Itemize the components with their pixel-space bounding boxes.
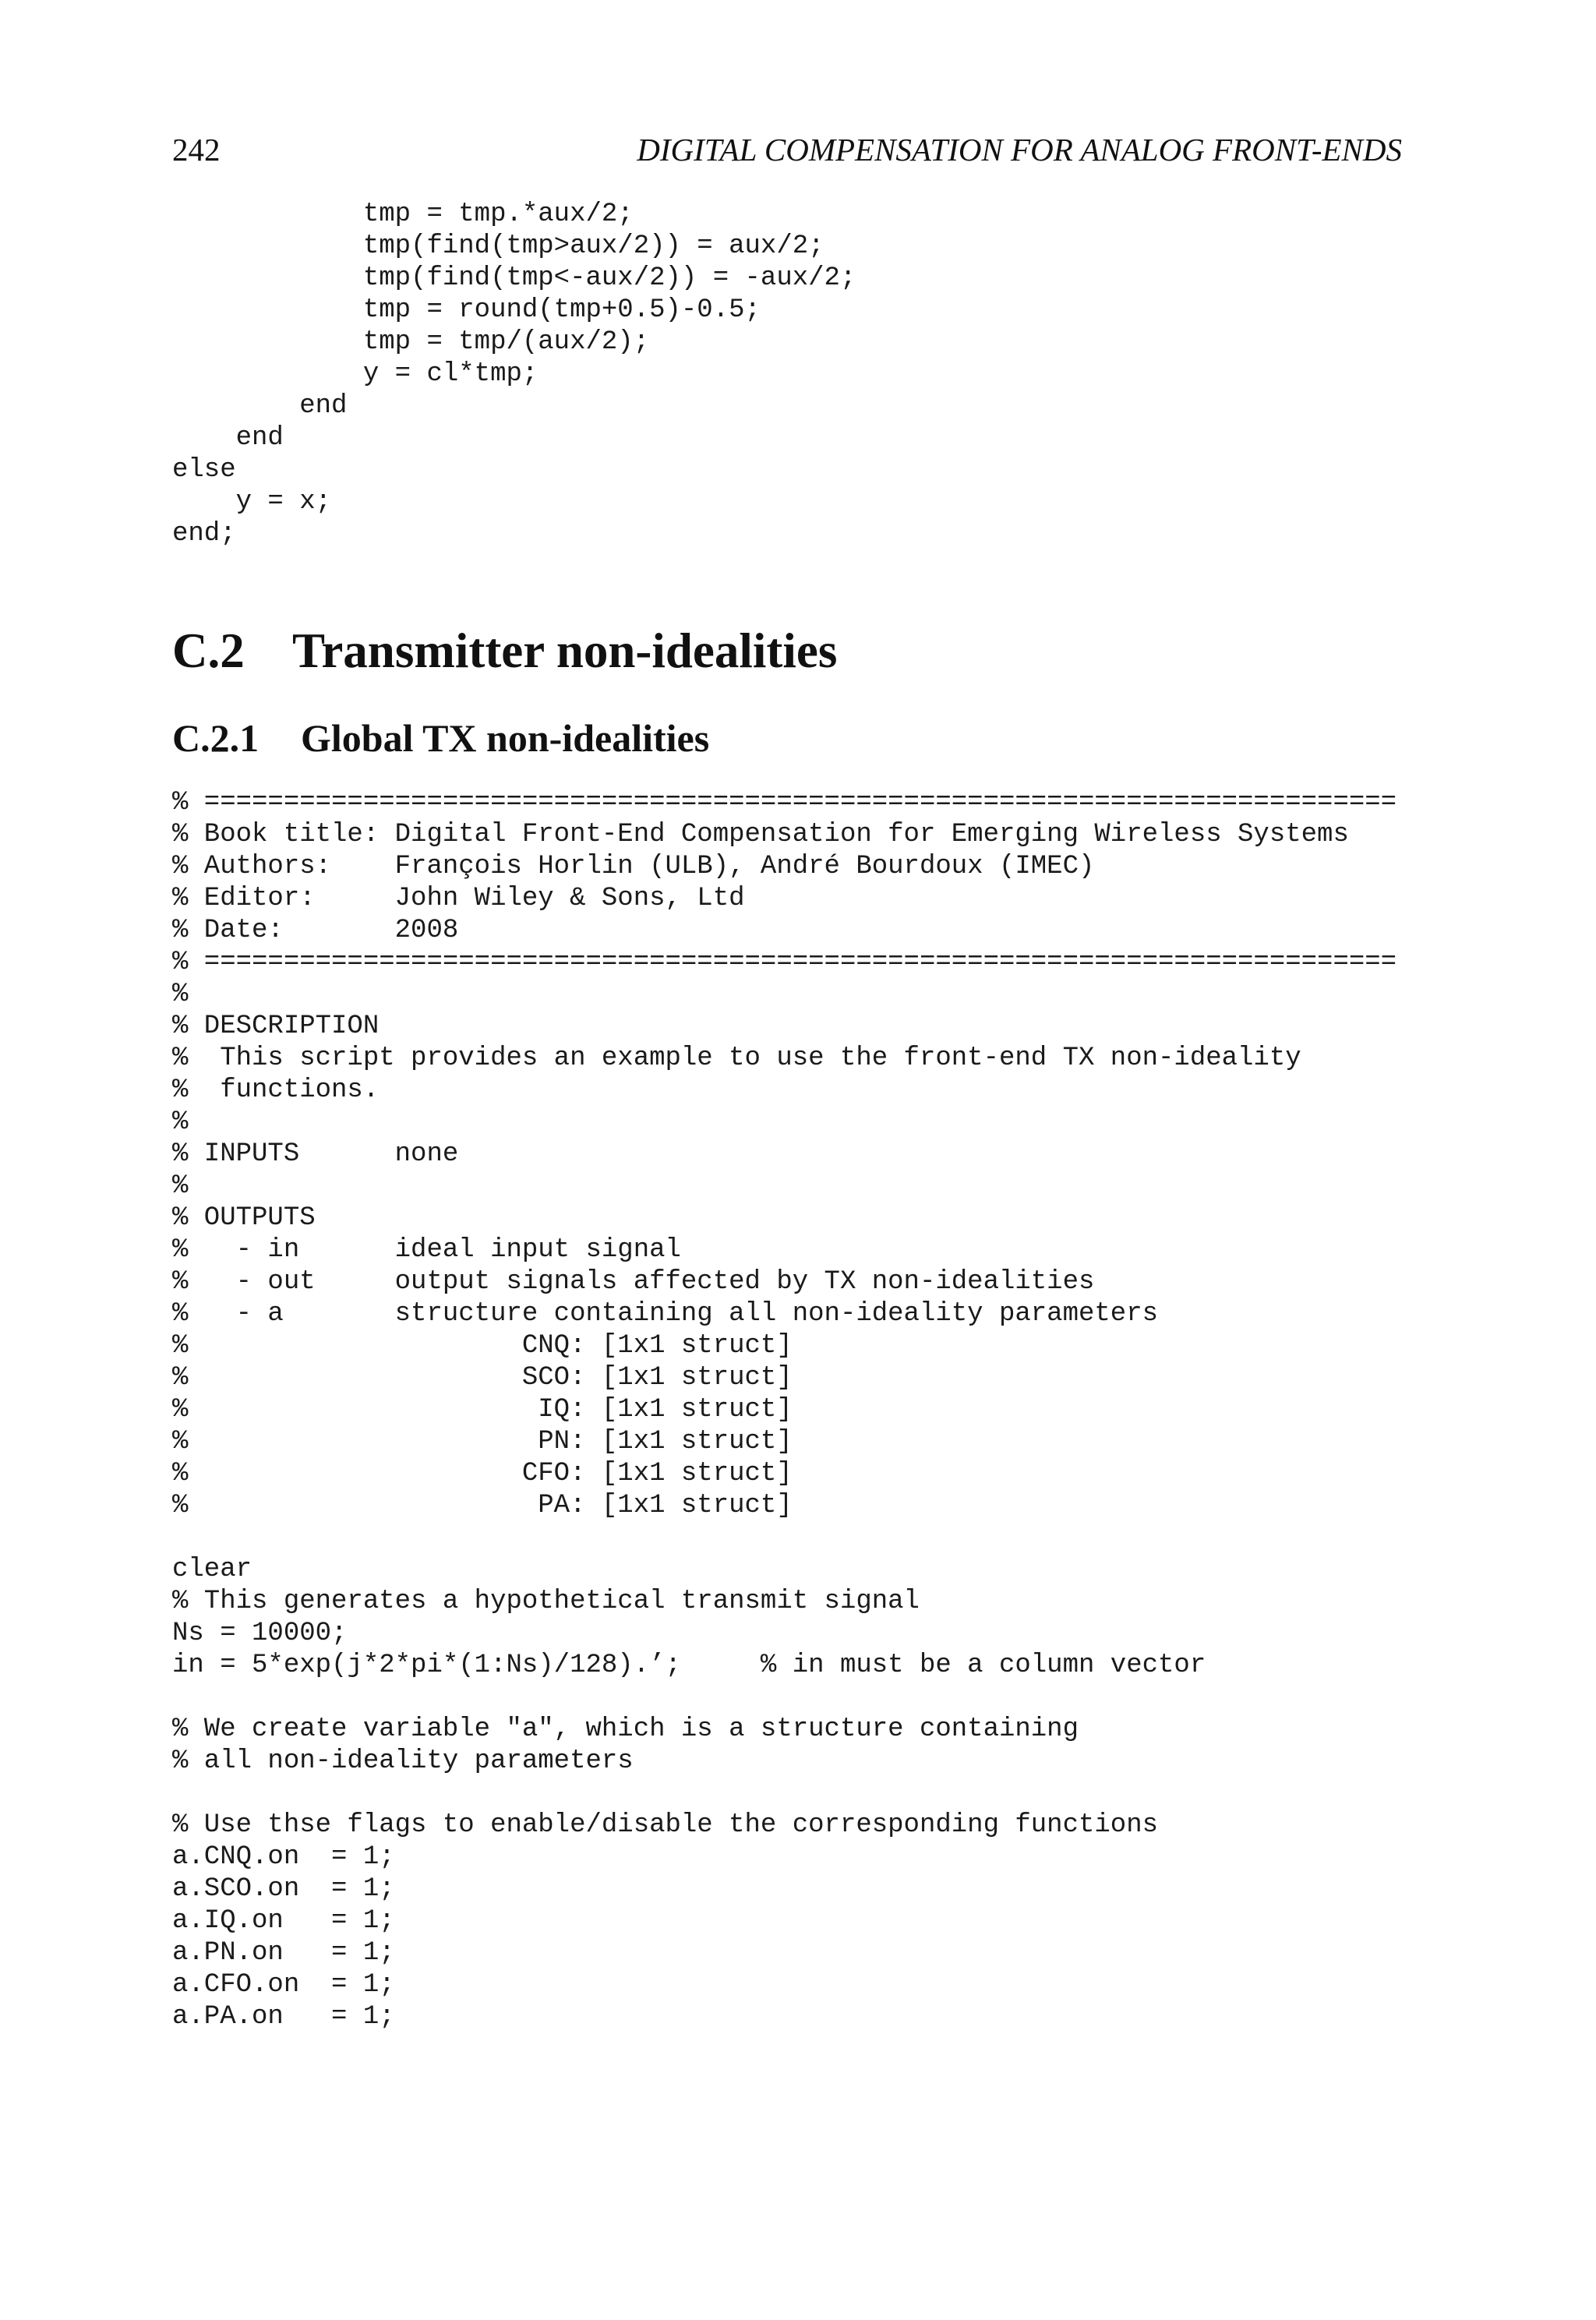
code-line: in = 5*exp(j*2*pi*(1:Ns)/128).’; % in must be a column vector — [172, 1651, 1206, 1680]
code-listing-top — [172, 199, 856, 550]
code-line — [172, 1778, 1396, 1810]
subsection-title: Global TX non-idealities — [301, 716, 710, 760]
subsection-heading — [172, 715, 709, 761]
code-line: % - in ideal input signal — [172, 1235, 681, 1265]
code-line: % Use thse flags to enable/disable the corresponding functions — [172, 1810, 1159, 1840]
code-listing-bottom — [172, 787, 1396, 2033]
code-line: tmp = round(tmp+0.5)-0.5; — [172, 295, 761, 325]
code-line: % We create variable "a", which is a structure containing — [172, 1714, 1079, 1744]
code-line: else — [172, 455, 236, 485]
code-line: end; — [172, 519, 236, 549]
code-line: % — [172, 1107, 189, 1137]
section-heading — [172, 622, 837, 680]
code-line: a.PN.on = 1; — [172, 1938, 395, 1968]
code-line: % Date: 2008 — [172, 916, 459, 945]
code-line: % PA: [1x1 struct] — [172, 1491, 793, 1520]
code-line: % — [172, 980, 189, 1009]
code-line: % all non-ideality parameters — [172, 1746, 634, 1776]
code-line: tmp(find(tmp>aux/2)) = aux/2; — [172, 231, 824, 261]
code-line: % OUTPUTS — [172, 1203, 316, 1233]
section-number: C.2 — [172, 623, 245, 678]
code-line: % — [172, 1171, 189, 1201]
code-line: % functions. — [172, 1075, 380, 1105]
code-line: % PN: [1x1 struct] — [172, 1427, 793, 1457]
page-number: 242 — [172, 132, 221, 168]
code-line: % =========================================================================== — [172, 948, 1397, 977]
running-header: DIGITAL COMPENSATION FOR ANALOG FRONT-ENDS — [637, 132, 1402, 168]
code-line: a.SCO.on = 1; — [172, 1874, 395, 1904]
code-line: tmp = tmp.*aux/2; — [172, 200, 634, 229]
code-line: a.PA.on = 1; — [172, 2002, 395, 2032]
code-line: end — [172, 391, 348, 421]
code-line — [172, 1522, 1396, 1554]
code-line: y = cl*tmp; — [172, 359, 538, 389]
section-title: Transmitter non-idealities — [292, 623, 838, 678]
code-line: % - a structure containing all non-ideality parameters — [172, 1299, 1159, 1329]
code-line: tmp(find(tmp<-aux/2)) = -aux/2; — [172, 263, 856, 293]
code-line: % - out output signals affected by TX non-idealities — [172, 1267, 1095, 1297]
subsection-number: C.2.1 — [172, 716, 260, 760]
code-line: clear — [172, 1555, 252, 1584]
code-line: a.IQ.on = 1; — [172, 1906, 395, 1936]
code-line: % DESCRIPTION — [172, 1012, 380, 1041]
code-line: % Book title: Digital Front-End Compensation for Emerging Wireless Systems — [172, 820, 1349, 849]
code-line: % Authors: François Horlin (ULB), André Bourdoux (IMEC) — [172, 852, 1095, 881]
code-line: a.CNQ.on = 1; — [172, 1842, 395, 1872]
code-line: % CFO: [1x1 struct] — [172, 1459, 793, 1488]
code-line: tmp = tmp/(aux/2); — [172, 327, 650, 357]
code-line: Ns = 10000; — [172, 1619, 348, 1648]
code-line: y = x; — [172, 487, 332, 517]
code-line: % INPUTS none — [172, 1139, 459, 1169]
code-line: % Editor: John Wiley & Sons, Ltd — [172, 884, 745, 913]
code-line: end — [172, 423, 284, 453]
code-line — [172, 1682, 1396, 1714]
code-line: % SCO: [1x1 struct] — [172, 1363, 793, 1393]
code-line: a.CFO.on = 1; — [172, 1970, 395, 2000]
code-line: % CNQ: [1x1 struct] — [172, 1331, 793, 1361]
code-line: % This script provides an example to use the front-end TX non-ideality — [172, 1043, 1301, 1073]
code-line: % This generates a hypothetical transmit signal — [172, 1587, 920, 1616]
code-line: % =========================================================================== — [172, 788, 1397, 817]
code-line: % IQ: [1x1 struct] — [172, 1395, 793, 1425]
